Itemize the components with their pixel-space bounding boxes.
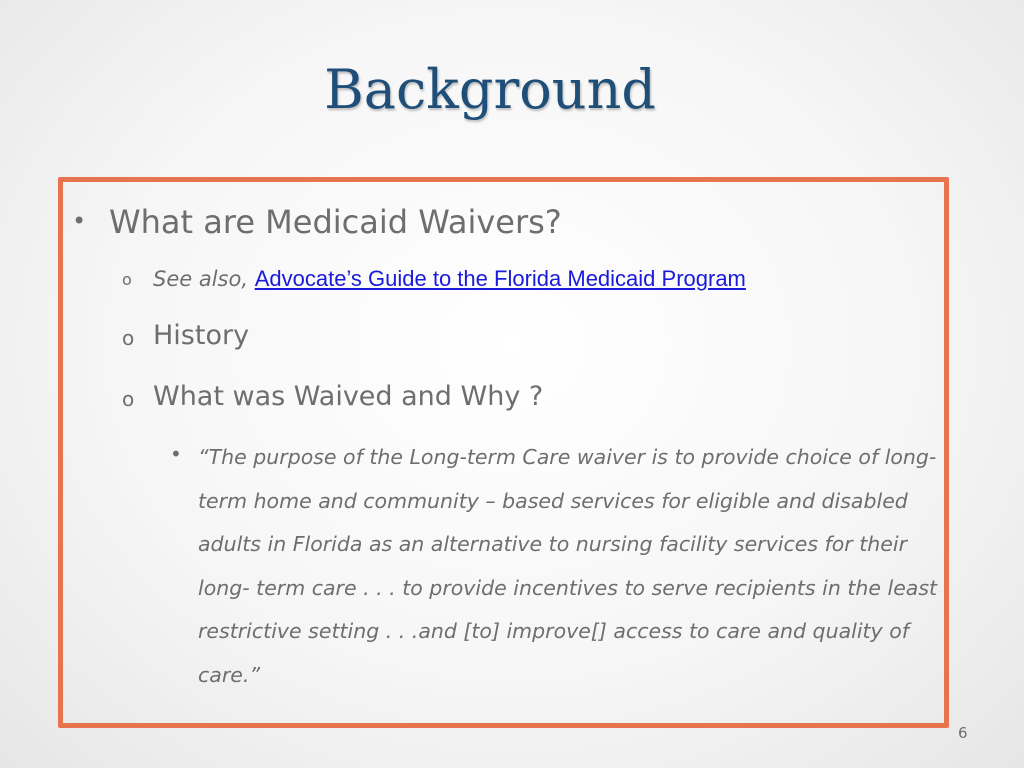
see-also-text [153,266,746,292]
advocates-guide-link[interactable]: Advocate’s Guide to the Florida Medicaid Program [254,266,746,291]
waiver-purpose-quote: “The purpose of the Long-term Care waiver is to provide choice of long-term home and community – based services for eligible and disabled adults in Florida as an alternative to nursing facility services for their long- term care . . . to provide incentives to serve recipients in the least restrictive setting . . .and [to] improve[] access to care and quality of care.” [198,445,938,687]
circle-bullet-icon: o [122,387,135,411]
page-number: 6 [958,724,968,742]
bullet-icon: • [170,442,182,466]
bullet-icon: • [72,207,87,235]
waived-text: What was Waived and Why ? [153,381,544,412]
history-text: History [153,320,250,351]
circle-bullet-icon: o [122,270,132,289]
circle-bullet-icon: o [122,326,135,350]
slide-title: Background [324,58,656,121]
main-bullet-text: What are Medicaid Waivers? [109,203,562,241]
see-also-label: See also, [153,267,255,291]
